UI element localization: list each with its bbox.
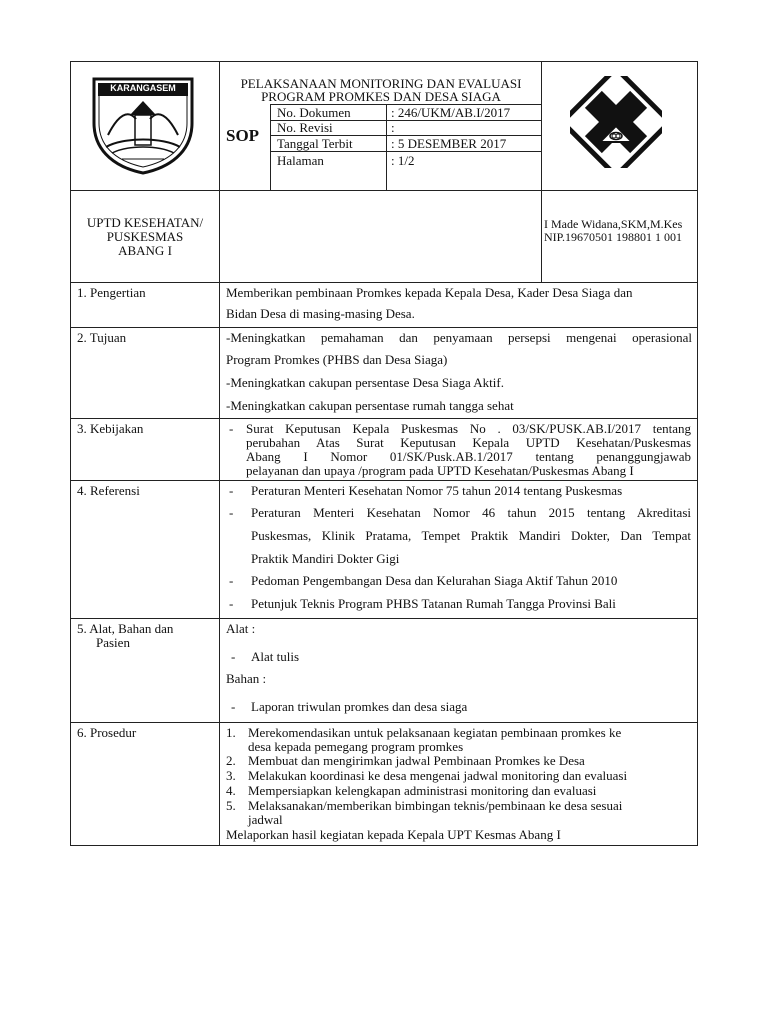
signer-nip: NIP.19670501 198801 1 001	[544, 230, 683, 244]
prosedur-step1-line2: desa kepada pemegang program promkes	[248, 739, 464, 754]
prosedur-num-2: 2.	[226, 753, 236, 768]
kebijakan-line2: perubahan Atas Surat Keputusan Kepala UPTD Kesehatan/Puskesmas	[246, 435, 691, 450]
prosedur-step2: Membuat dan mengirimkan jadwal Pembinaan Promkes ke Desa	[248, 753, 585, 768]
alat-heading: Alat :	[226, 621, 256, 636]
signer-name: I Made Widana,SKM,M.Kes	[544, 217, 683, 231]
kebijakan-line1: Surat Keputusan Kepala Puskesmas No . 03/SK/PUSK.AB.I/2017 tentang	[246, 421, 691, 436]
puskesmas-logo	[570, 76, 662, 168]
org-name-line3: ABANG I	[118, 243, 172, 258]
border-top	[70, 61, 698, 62]
border-row2	[70, 418, 698, 419]
bahan-item: Laporan triwulan promkes dan desa siaga	[251, 699, 468, 714]
referensi-item4: Petunjuk Teknis Program PHBS Tatanan Rumah Tangga Provinsi Bali	[251, 596, 616, 611]
org-name-line1: UPTD KESEHATAN/	[86, 215, 204, 230]
prosedur-step5-line2: jadwal	[248, 812, 283, 827]
referensi-bullet-2: -	[229, 505, 234, 520]
border-row4	[70, 618, 698, 619]
meta-label-rev: No. Revisi	[277, 120, 333, 135]
prosedur-step5-line1: Melaksanakan/memberikan bimbingan teknis/pembinaan ke desa sesuai	[248, 798, 623, 813]
referensi-item2-line3: Praktik Mandiri Dokter Gigi	[251, 551, 400, 566]
border-row1	[70, 327, 698, 328]
prosedur-num-3: 3.	[226, 768, 236, 783]
referensi-item2-line2: Puskesmas, Klinik Pratama, Tempet Praktik Mandiri Dokter, Dan Tempat	[251, 528, 691, 543]
referensi-bullet-3: -	[229, 573, 234, 588]
kebijakan-line3: Abang I Nomor 01/SK/Pusk.AB.1/2017 tentang penanggungjawab	[246, 449, 691, 464]
prosedur-step3: Melakukan koordinasi ke desa mengenai jadwal monitoring dan evaluasi	[248, 768, 628, 783]
meta-col-2	[386, 104, 387, 190]
kebijakan-line4: pelayanan dan upaya /program pada UPTD Kesehatan/Puskesmas Abang I	[246, 463, 634, 478]
section-label-tujuan: 2. Tujuan	[77, 330, 127, 345]
meta-label-doc: No. Dokumen	[277, 105, 351, 120]
tujuan-line4: -Meningkatkan cakupan persentase rumah tangga sehat	[226, 398, 514, 413]
meta-line-3	[270, 151, 541, 152]
org-name-line2: PUSKESMAS	[106, 229, 184, 244]
meta-value-rev: :	[391, 120, 395, 135]
logo-text: KARANGASEM	[110, 83, 176, 93]
prosedur-step4: Mempersiapkan kelengkapan administrasi monitoring dan evaluasi	[248, 783, 597, 798]
meta-value-page: : 1/2	[391, 153, 415, 168]
section-label-alat-line2: Pasien	[96, 635, 130, 650]
section-label-prosedur: 6. Prosedur	[77, 725, 137, 740]
tujuan-line1: -Meningkatkan pemahaman dan penyamaan persepsi mengenai operasional	[226, 330, 692, 345]
border-row3	[70, 480, 698, 481]
bahan-heading: Bahan :	[226, 671, 267, 686]
border-col-logo2	[541, 61, 542, 282]
referensi-bullet-1: -	[229, 483, 234, 498]
border-col-label	[219, 61, 220, 846]
kebijakan-bullet: -	[229, 421, 234, 436]
border-left	[70, 61, 71, 846]
pengertian-line1: Memberikan pembinaan Promkes kepada Kepala Desa, Kader Desa Siaga dan	[226, 285, 633, 300]
alat-item: Alat tulis	[251, 649, 300, 664]
border-row5	[70, 722, 698, 723]
referensi-item2-line1: Peraturan Menteri Kesehatan Nomor 46 tahun 2015 tentang Akreditasi	[251, 505, 691, 520]
referensi-bullet-4: -	[229, 596, 234, 611]
referensi-item3: Pedoman Pengembangan Desa dan Kelurahan Siaga Aktif Tahun 2010	[251, 573, 618, 588]
prosedur-step1-line1: Merekomendasikan untuk pelaksanaan kegiatan pembinaan promkes ke	[248, 725, 622, 740]
meta-col-1	[270, 104, 271, 190]
sop-label: SOP	[226, 126, 260, 145]
tujuan-line3: -Meningkatkan cakupan persentase Desa Siaga Aktif.	[226, 375, 504, 390]
meta-value-doc: : 246/UKM/AB.I/2017	[391, 105, 511, 120]
meta-label-date: Tanggal Terbit	[277, 136, 353, 151]
section-label-alat-line1: 5. Alat, Bahan dan	[77, 621, 174, 636]
section-label-kebijakan: 3. Kebijakan	[77, 421, 144, 436]
alat-bullet: -	[231, 649, 236, 664]
tujuan-line2: Program Promkes (PHBS dan Desa Siaga)	[226, 352, 448, 367]
border-bottom	[70, 845, 698, 846]
prosedur-num-5: 5.	[226, 798, 236, 813]
referensi-item1: Peraturan Menteri Kesehatan Nomor 75 tahun 2014 tentang Puskesmas	[251, 483, 623, 498]
border-header-bottom	[70, 190, 698, 191]
pengertian-line2: Bidan Desa di masing-masing Desa.	[226, 306, 415, 321]
meta-label-page: Halaman	[277, 153, 324, 168]
document-title-line2: PROGRAM PROMKES DAN DESA SIAGA	[261, 89, 501, 104]
document-title-line1: PELAKSANAAN MONITORING DAN EVALUASI	[240, 76, 522, 91]
border-org-bottom	[70, 282, 698, 283]
bahan-bullet: -	[231, 699, 236, 714]
prosedur-num-1: 1.	[226, 725, 236, 740]
meta-value-date: : 5 DESEMBER 2017	[391, 136, 507, 151]
section-label-pengertian: 1. Pengertian	[77, 285, 146, 300]
border-right	[697, 61, 698, 846]
section-label-referensi: 4. Referensi	[77, 483, 140, 498]
prosedur-num-4: 4.	[226, 783, 236, 798]
prosedur-closing: Melaporkan hasil kegiatan kepada Kepala UPT Kesmas Abang I	[226, 827, 561, 842]
